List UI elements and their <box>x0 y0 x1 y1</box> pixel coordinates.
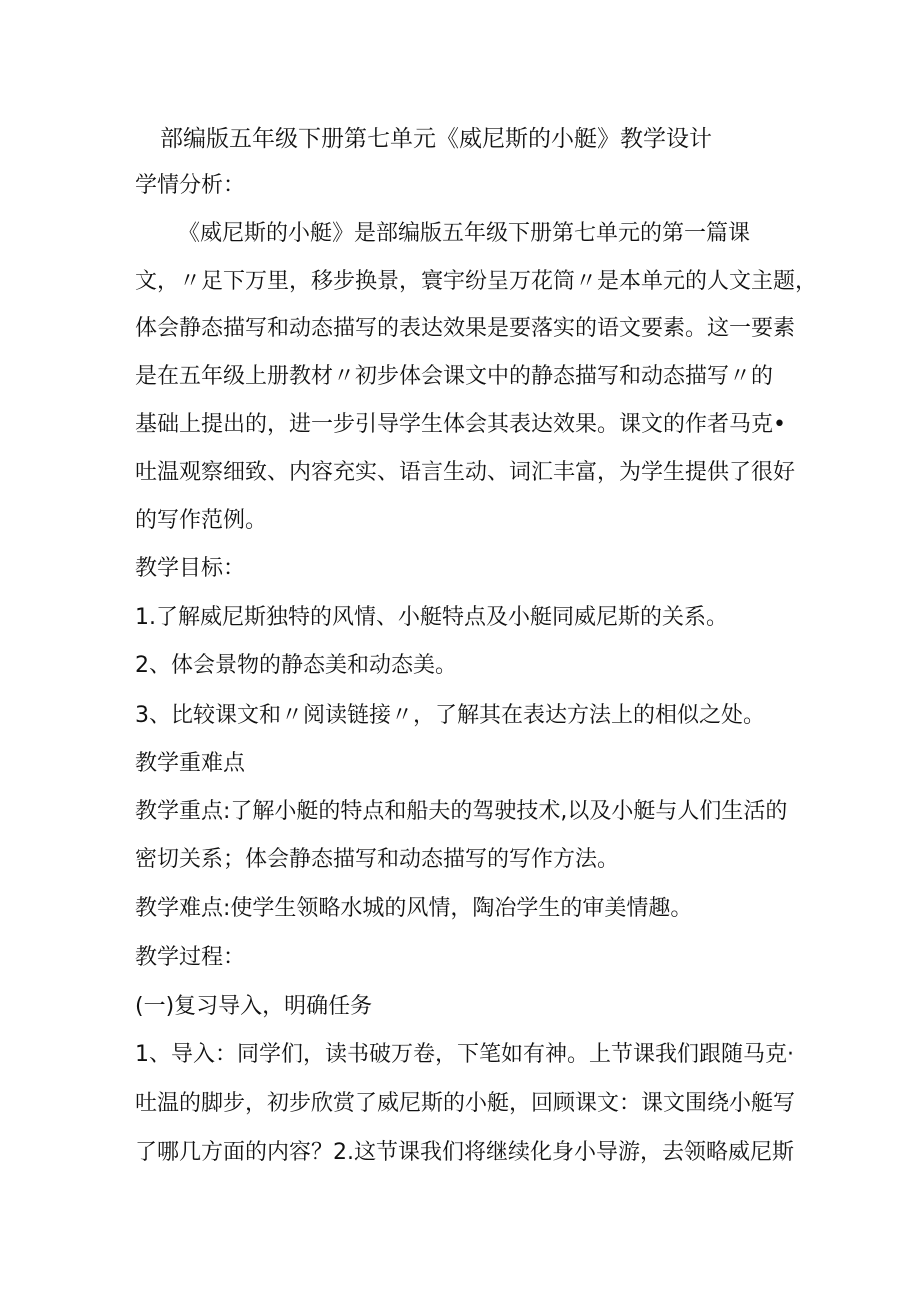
analysis-line: 体会静态描写和动态描写的表达效果是要落实的语文要素。这一要素 <box>135 316 796 341</box>
intro-line: 吐温的脚步，初步欣赏了威尼斯的小艇，回顾课文：课文围绕小艇写 <box>135 1091 796 1116</box>
difficulty-line: 教学难点:使学生领略水城的风情，陶冶学生的审美情趣。 <box>135 896 693 921</box>
intro-line: 了哪几方面的内容？2.这节课我们将继续化身小导游，去领略威尼斯 <box>135 1140 794 1165</box>
analysis-line: 吐温观察细致、内容充实、语言生动、词汇丰富，为学生提供了很好 <box>135 460 796 485</box>
key-difficulty-heading: 教学重难点 <box>135 751 246 776</box>
analysis-line: 文，〃足下万里，移步换景，寰宇纷呈万花筒〃是本单元的人文主题， <box>135 269 818 294</box>
analysis-line: 《威尼斯的小艇》是部编版五年级下册第七单元的第一篇课 <box>178 221 751 246</box>
goals-heading: 教学目标： <box>135 556 246 581</box>
intro-line: 1、导入：同学们，读书破万卷，下笔如有神。上节课我们跟随马克· <box>135 1042 794 1067</box>
document-title: 部编版五年级下册第七单元《威尼斯的小艇》教学设计 <box>160 126 712 152</box>
analysis-line: 是在五年级上册教材〃初步体会课文中的静态描写和动态描写〃的 <box>135 364 774 389</box>
analysis-line: 基础上提出的，进一步引导学生体会其表达效果。课文的作者马克• <box>135 412 786 437</box>
goal-item: 1.了解威尼斯独特的风情、小艇特点及小艇同威尼斯的关系。 <box>135 605 728 630</box>
section-heading: (一)复习导入，明确任务 <box>135 994 373 1019</box>
key-point-line: 教学重点:了解小艇的特点和船夫的驾驶技术,以及小艇与人们生活的 <box>135 799 788 824</box>
goal-item: 2、体会景物的静态美和动态美。 <box>135 653 457 678</box>
goal-item: 3、比较课文和〃阅读链接〃，了解其在表达方法上的相似之处。 <box>135 703 765 728</box>
process-heading: 教学过程： <box>135 945 246 970</box>
analysis-line: 的写作范例。 <box>135 508 268 533</box>
key-point-line: 密切关系；体会静态描写和动态描写的写作方法。 <box>135 847 620 872</box>
analysis-heading: 学情分析： <box>135 173 246 198</box>
